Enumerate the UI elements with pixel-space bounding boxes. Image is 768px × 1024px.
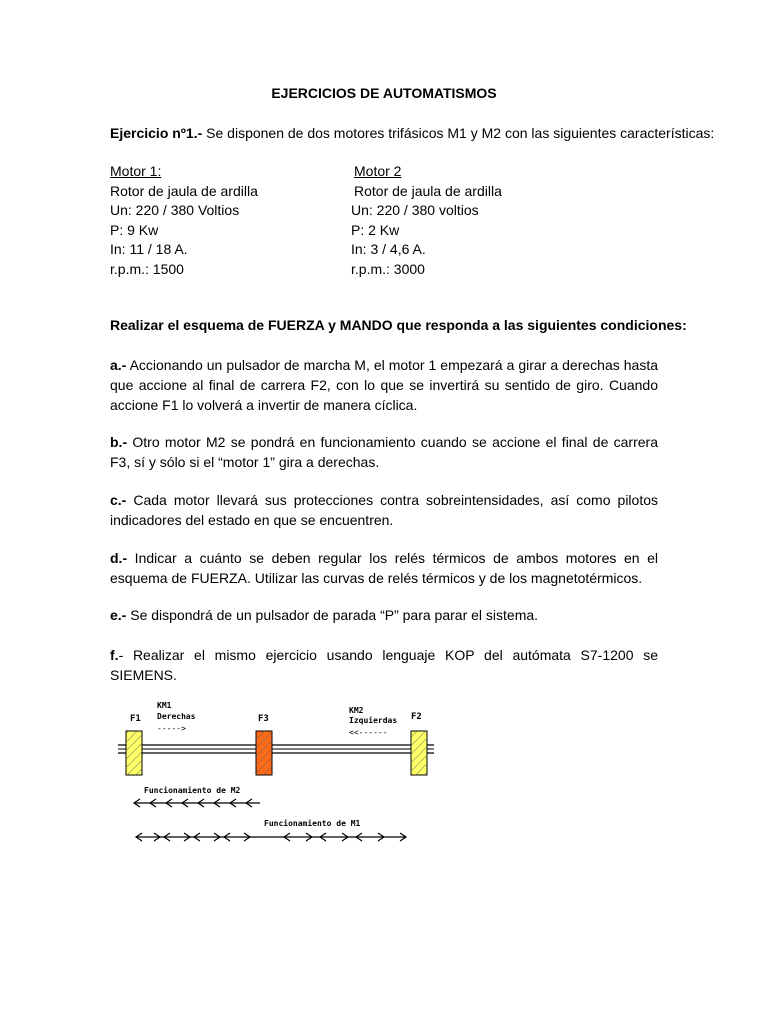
condition-a-text: Accionando un pulsador de marcha M, el motor 1 empezará a girar a derechas hasta que accione al final de carrera F2, con lo que se invertirá su sentido de giro. Cuando accione F1 lo volverá a invertir de manera cíclica. bbox=[110, 357, 658, 413]
condition-e bbox=[110, 605, 658, 625]
motor1-specs bbox=[110, 162, 258, 279]
motor2-heading: Motor 2 bbox=[354, 163, 402, 179]
km2-arrow: <<------ bbox=[349, 728, 388, 737]
condition-d-label: d.- bbox=[110, 550, 128, 566]
condition-e-text: Se dispondrá de un pulsador de parada “P” para parar el sistema. bbox=[126, 607, 539, 623]
conditions-heading: Realizar el esquema de FUERZA y MANDO que responda a las siguientes condiciones: bbox=[110, 317, 687, 333]
f2-switch bbox=[411, 731, 427, 775]
motor2-specs bbox=[351, 162, 502, 279]
km1-arrow: -----> bbox=[157, 724, 186, 733]
f1-label: F1 bbox=[130, 714, 141, 724]
f2-label: F2 bbox=[411, 712, 422, 722]
f3-label: F3 bbox=[258, 714, 269, 724]
km1-label: KM1 bbox=[157, 701, 172, 710]
motor1-voltage: Un: 220 / 380 Voltios bbox=[110, 202, 240, 218]
condition-d-text: Indicar a cuánto se deben regular los relés térmicos de ambos motores en el esquema de FUERZA. Utilizar las curvas de relés térmicos y de los magnetotérmicos. bbox=[110, 550, 658, 586]
m2-operation-arrow bbox=[134, 799, 260, 807]
condition-c-label: c.- bbox=[110, 492, 127, 508]
f3-switch bbox=[256, 731, 272, 775]
condition-f-text: - Realizar el mismo ejercicio usando lenguaje KOP del autómata S7-1200 se SIEMENS. bbox=[110, 647, 658, 683]
condition-b bbox=[110, 432, 658, 472]
m2-operation-label: Funcionamiento de M2 bbox=[144, 786, 241, 795]
km2-direction: Izquierdas bbox=[349, 716, 398, 725]
m1-operation-label: Funcionamiento de M1 bbox=[264, 819, 361, 828]
condition-e-label: e.- bbox=[110, 607, 127, 623]
m1-operation-arrow bbox=[136, 833, 406, 841]
f1-switch bbox=[126, 731, 142, 775]
motor1-current: In: 11 / 18 A. bbox=[110, 241, 188, 257]
km2-label: KM2 bbox=[349, 706, 364, 715]
motor1-rpm: r.p.m.: 1500 bbox=[110, 260, 184, 277]
motor1-heading: Motor 1: bbox=[110, 163, 162, 179]
motor2-voltage: Un: 220 / 380 voltios bbox=[351, 202, 479, 218]
condition-c bbox=[110, 490, 658, 530]
condition-d bbox=[110, 548, 658, 588]
limit-switch-diagram bbox=[110, 690, 450, 860]
condition-a-label: a.- bbox=[110, 357, 127, 373]
motor2-rotor: Rotor de jaula de ardilla bbox=[354, 182, 502, 199]
motor2-current: In: 3 / 4,6 A. bbox=[351, 241, 426, 257]
condition-c-text: Cada motor llevará sus protecciones contra sobreintensidades, así como pilotos indicadores del estado en que se encuentren. bbox=[110, 492, 658, 528]
page-title: EJERCICIOS DE AUTOMATISMOS bbox=[271, 85, 497, 101]
motor2-rpm: r.p.m.: 3000 bbox=[351, 260, 425, 277]
condition-a bbox=[110, 355, 658, 415]
motor1-power: P: 9 Kw bbox=[110, 221, 159, 238]
exercise-text: Se disponen de dos motores trifásicos M1 y M2 con las siguientes características: bbox=[202, 125, 715, 141]
exercise-label: Ejercicio nº1.- bbox=[110, 125, 203, 141]
condition-b-text: Otro motor M2 se pondrá en funcionamiento cuando se accione el final de carrera F3, sí y sólo si el “motor 1” gira a derechas. bbox=[110, 434, 658, 470]
motor2-power: P: 2 Kw bbox=[351, 221, 400, 238]
condition-b-label: b.- bbox=[110, 434, 128, 450]
condition-f bbox=[110, 645, 658, 685]
condition-f-label: f. bbox=[110, 647, 119, 663]
motor1-rotor: Rotor de jaula de ardilla bbox=[110, 182, 258, 199]
rail bbox=[118, 745, 434, 753]
km1-direction: Derechas bbox=[157, 712, 196, 721]
exercise-title bbox=[110, 125, 714, 141]
